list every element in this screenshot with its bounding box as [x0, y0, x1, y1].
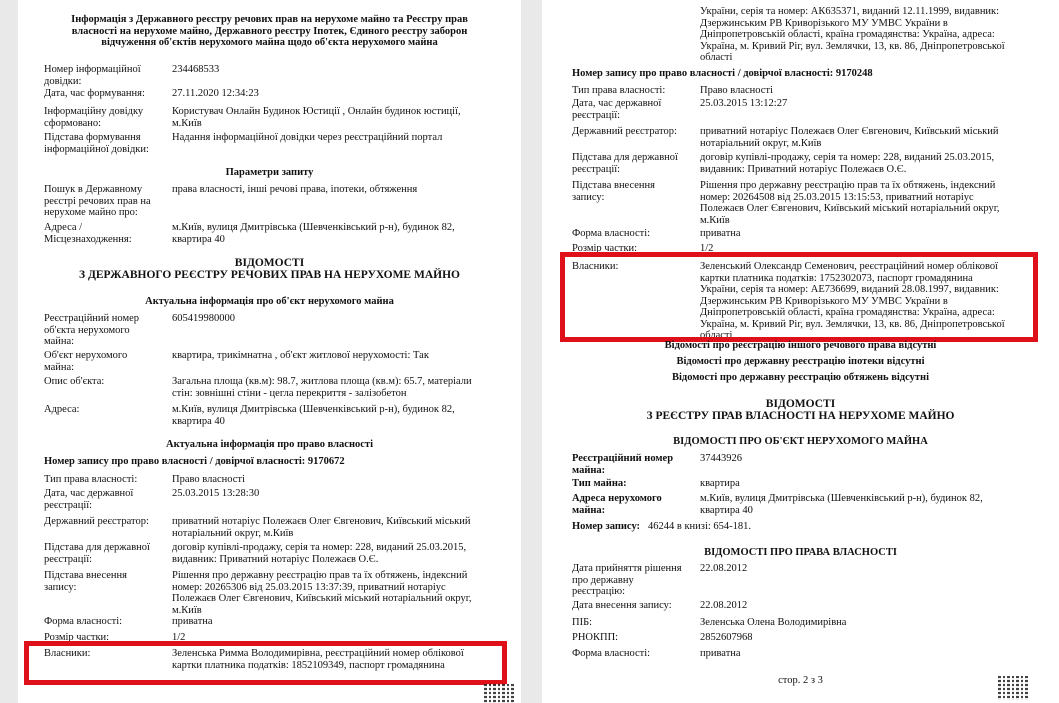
ownership-row-value: Рішення про державну реєстрацію прав та їх обтяжень, індексний	[700, 180, 996, 191]
param-row-label: Пошук в Державному	[44, 184, 143, 195]
info-row-value: Користувач Онлайн Будинок Юстиції , Онлайн будинок юстиції,	[172, 106, 461, 117]
info-row-label: Номер інформаційної	[44, 64, 141, 75]
info-row-label: довідки:	[44, 75, 82, 87]
object-row-value: квартира, трикімнатна , об'єкт житлової нерухомості: Так	[172, 350, 429, 361]
ownership-row-label: запису:	[44, 581, 77, 593]
param-row-label: нерухоме майно про:	[44, 207, 138, 218]
ownership-row-value: видавник: Приватний нотаріус Полежаєв О.Є.	[172, 553, 379, 565]
object-row-label: Об'єкт нерухомого	[44, 350, 128, 361]
notice-line: Відомості про державну реєстрацію обтяжень відсутні	[672, 372, 929, 383]
info-row-label: Підстава формування	[44, 132, 141, 143]
section-title: ВІДОМОСТІ	[765, 398, 836, 410]
ownership-row-label: Форма власності:	[44, 616, 123, 627]
object-row-label: майна:	[44, 336, 75, 347]
param-row-label: Місцезнаходження:	[44, 233, 132, 245]
rights-row-value: приватна	[700, 648, 741, 659]
info-row-label: Дата, час формування:	[44, 88, 145, 99]
record-book-value: 46244 в книзі: 654-181.	[648, 521, 752, 532]
ownership-row-value: нотаріальний округ, м.Київ	[700, 137, 822, 149]
object-row-label: майна:	[572, 504, 606, 516]
document-header: Інформація з Державного реєстру речових прав на нерухоме майно та Реєстру прав	[71, 14, 468, 25]
info-row-value: 27.11.2020 12:34:23	[172, 88, 259, 99]
ownership-row-label: реєстрації:	[572, 163, 621, 175]
object-row-label: майна:	[44, 361, 75, 373]
object-row-value: квартира 40	[700, 504, 753, 516]
rights-row-value: Зеленська Олена Володимирівна	[700, 617, 847, 628]
ownership-row-value: Полежаєв Олег Євгенович, Київський міський нотаріальний округ,	[700, 203, 1000, 214]
ownership-row-value: Право власності	[172, 474, 245, 485]
record-number-line: Номер запису про право власності / довірчої власності: 9170248	[572, 68, 873, 79]
object-row-label: Тип майна:	[572, 478, 627, 489]
notice-line: Відомості про державну реєстрацію іпотеки відсутні	[676, 356, 925, 367]
ownership-row-label: Дата, час державної	[572, 98, 662, 109]
ownership-row-value: Зеленський Олександр Семенович, реєстраційний номер облікової	[700, 261, 999, 272]
document-header: власності на нерухоме майно, Державного реєстру Іпотек, Єдиного реєстру заборон	[71, 25, 468, 37]
ownership-row-value: м.Київ	[700, 214, 730, 226]
ownership-row-label: реєстрації:	[44, 553, 93, 565]
object-row-value: стін: зовнішні стіни - цегла перекриття - залізобетон	[172, 387, 407, 399]
ownership-row-label: Тип права власності:	[572, 85, 666, 96]
rights-row-label: реєстрацію:	[572, 586, 626, 597]
object-row-label: Адреса:	[44, 404, 80, 415]
info-row-label: сформовано:	[44, 117, 102, 129]
ownership-title: Актуальна інформація про право власності	[166, 439, 373, 450]
object-title: ВІДОМОСТІ ПРО ОБ'ЄКТ НЕРУХОМОГО МАЙНА	[673, 436, 928, 447]
object-row-value: 37443926	[700, 453, 742, 464]
owner-continuation: області	[700, 52, 733, 63]
object-row-label: Опис об'єкта:	[44, 376, 105, 387]
ownership-row-value: видавник: Приватний нотаріус Полежаєв О.Є.	[700, 163, 907, 175]
ownership-row-value: Дніпропетровській області, країна громадянства: Україна, адреса:	[700, 307, 995, 318]
section-title: ВІДОМОСТІ	[234, 257, 305, 269]
ownership-row-value: приватна	[700, 228, 741, 239]
page-number: стор. 2 з 3	[778, 675, 823, 686]
ownership-row-label: реєстрації:	[572, 109, 621, 121]
info-row-value: Надання інформаційної довідки через реєстраційний портал	[172, 132, 443, 143]
object-row-label: Реєстраційний номер	[44, 313, 140, 324]
rights-row-value: 22.08.2012	[700, 600, 748, 611]
object-row-value: 605419980000	[172, 313, 235, 324]
ownership-row-value: Право власності	[700, 85, 773, 96]
ownership-row-value: картки платника податків: 1852109349, паспорт громадянина	[172, 659, 445, 671]
ownership-row-label: Підстава для державної	[572, 152, 678, 163]
rights-row-value: 2852607968	[700, 632, 753, 643]
ownership-row-value: 25.03.2015 13:12:27	[700, 98, 788, 109]
rights-row-label: ПІБ:	[572, 617, 593, 628]
ownership-row-label: Власники:	[572, 261, 619, 272]
record-book-label: Номер запису:	[572, 521, 641, 532]
ownership-row-value: договір купівлі-продажу, серія та номер: 228, виданий 25.03.2015,	[700, 152, 995, 163]
rights-row-label: Форма власності:	[572, 648, 651, 659]
ownership-row-value: нотаріальний округ, м.Київ	[172, 527, 294, 539]
ownership-row-value: області	[700, 330, 733, 341]
ownership-row-value: приватний нотаріус Полежаєв Олег Євгенович, Київський міський	[700, 126, 999, 137]
ownership-row-value: м.Київ	[172, 604, 202, 616]
param-row-value: м.Київ, вулиця Дмитрівська (Шевченківський р-н), будинок 82,	[172, 222, 455, 233]
object-row-value: квартира 40	[172, 415, 225, 427]
object-title: Актуальна інформація про об'єкт нерухомого майна	[145, 296, 394, 307]
param-row-label: Адреса /	[44, 222, 83, 233]
object-row-label: Адреса нерухомого	[572, 493, 662, 504]
params-title: Параметри запиту	[225, 167, 314, 178]
rights-row-label: про державну	[572, 574, 634, 586]
notice-line: Відомості про реєстрацію іншого речового права відсутні	[664, 340, 937, 351]
object-row-label: Реєстраційний номер	[572, 453, 674, 464]
record-number-line: Номер запису про право власності / довірчої власності: 9170672	[44, 456, 345, 467]
ownership-row-label: Тип права власності:	[44, 474, 138, 485]
ownership-row-value: договір купівлі-продажу, серія та номер: 228, виданий 25.03.2015,	[172, 542, 467, 553]
ownership-row-value: картки платника податків: 1752302073, паспорт громадянина	[700, 272, 973, 284]
highlight-box-owner	[560, 252, 1038, 342]
ownership-row-label: Власники:	[44, 648, 91, 659]
ownership-row-value: 1/2	[172, 632, 186, 643]
ownership-row-label: Державний реєстратор:	[572, 126, 677, 137]
owner-continuation: України, серія та номер: АК635371, виданий 12.11.1999, видавник:	[700, 6, 1000, 17]
object-row-value: Загальна площа (кв.м): 98.7, житлова площа (кв.м): 65.7, матеріали	[172, 376, 472, 387]
object-row-value: м.Київ, вулиця Дмитрівська (Шевченківський р-н), будинок 82,	[700, 493, 983, 504]
section-title: З ДЕРЖАВНОГО РЕЄСТРУ РЕЧОВИХ ПРАВ НА НЕРУХОМЕ МАЙНО	[79, 268, 460, 281]
object-row-value: квартира	[700, 478, 740, 489]
ownership-row-value: Зеленська Римма Володимирівна, реєстраційний номер облікової	[172, 648, 464, 659]
ownership-row-value: номер: 20264508 від 25.03.2015 13:15:53, приватний нотаріус	[700, 191, 974, 203]
rights-row-value: 22.08.2012	[700, 563, 748, 574]
ownership-row-value: приватна	[172, 616, 213, 627]
ownership-row-value: 1/2	[700, 243, 714, 254]
owner-continuation: Дзержинським РВ Криворізького МУ УМВС України в	[700, 17, 948, 29]
ownership-row-label: Розмір частки:	[572, 243, 638, 254]
param-row-value: квартира 40	[172, 233, 225, 245]
document-page-left	[18, 0, 521, 703]
ownership-row-label: реєстрації:	[44, 499, 93, 511]
object-row-label: майна:	[572, 464, 606, 476]
owner-continuation: Україна, м. Кривий Ріг, вул. Землячки, 13, кв. 86, Дніпропетровської	[700, 40, 1005, 52]
highlight-box-owner	[24, 641, 507, 685]
document-header: відчуження об'єктів нерухомого майна щодо об'єкта нерухомого майна	[101, 37, 438, 48]
info-row-label: інформаційної довідки:	[44, 143, 149, 155]
rights-row-label: РНОКПП:	[572, 632, 619, 643]
ownership-row-value: приватний нотаріус Полежаєв Олег Євгенович, Київський міський	[172, 516, 471, 527]
rights-row-label: Дата прийняття рішення	[572, 563, 682, 574]
info-row-label: Інформаційну довідку	[44, 106, 144, 117]
ownership-row-label: Розмір частки:	[44, 632, 110, 643]
ownership-row-label: запису:	[572, 191, 605, 203]
info-row-value: 234468533	[172, 64, 220, 75]
document-page-right	[542, 0, 1059, 703]
object-row-label: об'єкта нерухомого	[44, 324, 130, 336]
qr-code	[484, 684, 514, 703]
ownership-row-value: Полежаєв Олег Євгенович, Київський міський нотаріальний округ,	[172, 593, 472, 604]
rights-title: ВІДОМОСТІ ПРО ПРАВА ВЛАСНОСТІ	[704, 547, 897, 558]
owner-continuation: Дніпропетровській області, країна громадянства: Україна, адреса:	[700, 29, 995, 40]
ownership-row-value: Україна, м. Кривий Ріг, вул. Землячки, 13, кв. 86, Дніпропетровської	[700, 318, 1005, 330]
qr-code	[998, 676, 1028, 700]
ownership-row-label: Форма власності:	[572, 228, 651, 239]
object-row-value: м.Київ, вулиця Дмитрівська (Шевченківський р-н), будинок 82,	[172, 404, 455, 415]
ownership-row-value: номер: 20265306 від 25.03.2015 13:37:39, приватний нотаріус	[172, 581, 446, 593]
ownership-row-label: Підстава для державної	[44, 542, 150, 553]
param-row-label: реєстрі речових прав на	[44, 195, 151, 207]
ownership-row-label: Дата, час державної	[44, 488, 134, 499]
ownership-row-label: Державний реєстратор:	[44, 516, 149, 527]
ownership-row-label: Підстава внесення	[44, 570, 128, 581]
ownership-row-label: Підстава внесення	[572, 180, 656, 191]
ownership-row-value: 25.03.2015 13:28:30	[172, 488, 260, 499]
rights-row-label: Дата внесення запису:	[572, 600, 672, 611]
ownership-row-value: Рішення про державну реєстрацію прав та їх обтяжень, індексний	[172, 570, 468, 581]
ownership-row-value: Дзержинським РВ Криворізького МУ УМВС України в	[700, 295, 948, 307]
section-title: З РЕЄСТРУ ПРАВ ВЛАСНОСТІ НА НЕРУХОМЕ МАЙНО	[646, 409, 955, 422]
param-row-value: права власності, інші речові права, іпотеки, обтяження	[172, 184, 418, 195]
info-row-value: м.Київ	[172, 117, 202, 129]
ownership-row-value: України, серія та номер: АЕ736699, виданий 28.08.1997, видавник:	[700, 284, 999, 295]
